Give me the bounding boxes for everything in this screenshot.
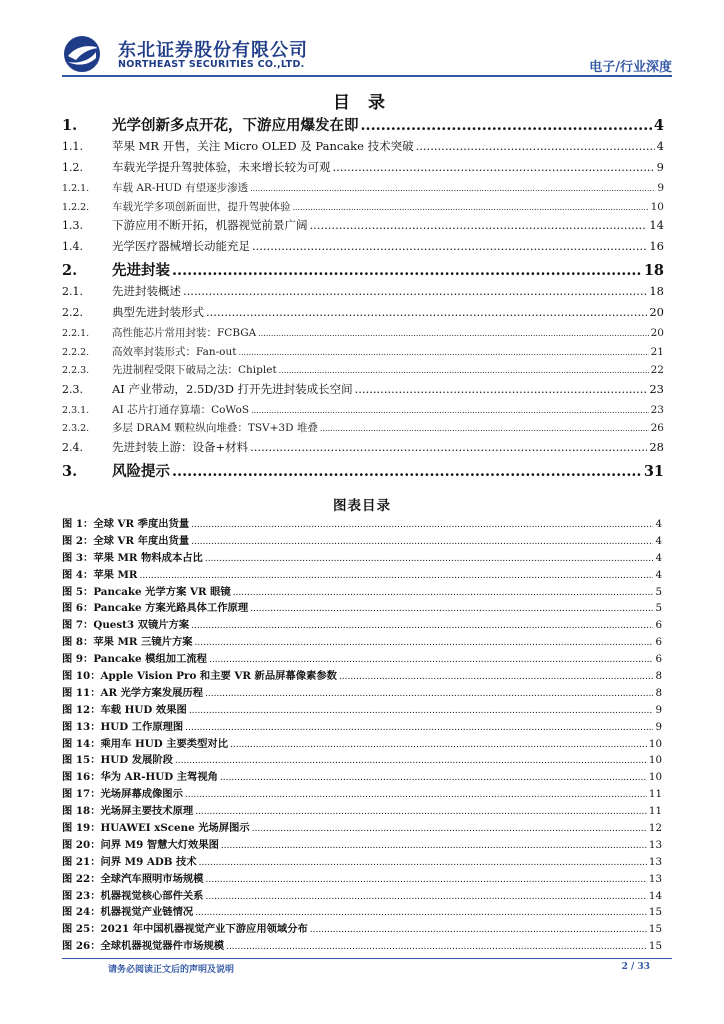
figure-entry-title: 图 3：苹果 MR 物料成本占比: [62, 551, 203, 564]
toc-entry[interactable]: [62, 344, 664, 363]
dot-leader: [226, 942, 647, 952]
toc-entry-number: 1.2.1.: [62, 183, 90, 194]
toc-entry[interactable]: [62, 460, 664, 484]
dot-leader: [333, 160, 655, 174]
figure-entry-page: 13: [648, 838, 662, 851]
figure-entry-title: 图 18：光场屏主要技术原理: [62, 805, 194, 818]
figure-entry[interactable]: [62, 785, 662, 802]
figure-entry[interactable]: [62, 887, 662, 904]
figure-entry[interactable]: [62, 802, 662, 819]
dot-leader: [355, 382, 648, 396]
figure-entry-title: 图 15：HUD 发展阶段: [62, 754, 173, 767]
figure-entry-page: 10: [648, 737, 662, 750]
dot-leader: [250, 184, 655, 193]
figure-entry[interactable]: [62, 616, 662, 633]
toc-entry-page: 23: [649, 381, 664, 396]
dot-leader: [250, 440, 647, 454]
toc-entry-title: 多层 DRAM 颗粒纵向堆叠：TSV+3D 堆叠: [112, 422, 318, 434]
figure-entry[interactable]: [62, 599, 662, 616]
figure-entry-page: 15: [648, 923, 662, 936]
toc-entry[interactable]: [62, 420, 664, 439]
footer-disclaimer: 请务必阅读正文后的声明及说明: [108, 965, 235, 975]
figure-entry-title: 图 1：全球 VR 季度出货量: [62, 518, 190, 530]
dot-leader: [206, 305, 647, 319]
dot-leader: [293, 203, 649, 212]
figure-entry[interactable]: [62, 718, 662, 735]
dot-leader: [205, 554, 654, 564]
dot-leader: [310, 925, 647, 935]
figure-entry-page: 4: [655, 534, 662, 547]
toc-entry[interactable]: [62, 304, 664, 325]
dot-leader: [172, 463, 642, 480]
toc-entry-number: 2.3.1.: [62, 404, 90, 416]
header-divider: [62, 75, 672, 77]
toc-entry-page: 28: [649, 439, 664, 454]
toc-entry-page: 23: [650, 403, 664, 416]
figure-entry-page: 13: [648, 872, 662, 885]
figure-entry-title: 图 16：华为 AR-HUD 主驾视角: [62, 771, 218, 784]
toc-entry-number: 1.: [62, 117, 78, 134]
dot-leader: [195, 638, 654, 648]
figure-entry-title: 图 4：苹果 MR: [62, 568, 138, 581]
dot-leader: [195, 908, 647, 918]
toc-entry-number: 2.: [62, 262, 78, 279]
toc-entry-page: 4: [653, 117, 664, 134]
figure-entry-title: 图 8：苹果 MR 三镜片方案: [62, 636, 193, 649]
toc-entry[interactable]: [62, 362, 664, 381]
dot-leader: [209, 655, 653, 665]
dot-leader: [252, 239, 647, 253]
figure-entry[interactable]: [62, 633, 662, 650]
figure-entry-page: 9: [655, 703, 662, 716]
dot-leader: [175, 756, 647, 766]
toc-entry-title: 先进封装上游：设备+材料: [112, 439, 249, 454]
figure-entry-page: 15: [648, 940, 662, 953]
dot-leader: [339, 672, 654, 682]
dot-leader: [205, 875, 646, 885]
figure-entry-page: 13: [648, 855, 662, 868]
figure-entry[interactable]: [62, 532, 662, 549]
toc-entry[interactable]: [62, 159, 664, 180]
figure-entry[interactable]: [62, 870, 662, 887]
toc-entry-page: 16: [649, 239, 664, 253]
toc-entry-page: 26: [650, 422, 664, 434]
dot-leader: [238, 348, 648, 357]
dot-leader: [310, 218, 648, 232]
figure-entry-title: 图 13：HUD 工作原理图: [62, 720, 184, 733]
report-type-label: 电子/行业深度: [589, 60, 672, 75]
figure-entry[interactable]: [62, 566, 662, 583]
toc-entry[interactable]: [62, 138, 664, 159]
figure-entry-page: 8: [655, 686, 662, 699]
toc-entry-title: 车载光学提升驾驶体验，未来增长较为可观: [112, 160, 331, 174]
dot-leader: [416, 139, 655, 153]
figure-entry-page: 9: [655, 720, 662, 733]
figure-entry[interactable]: [62, 903, 662, 920]
figure-entry-page: 11: [648, 805, 662, 818]
figure-entry-title: 图 9：Pancake 模组加工流程: [62, 653, 207, 666]
toc-entry-title: 光学创新多点开花，下游应用爆发在即: [112, 117, 359, 134]
figure-entry-title: 图 6：Pancake 方案光路具体工作原理: [62, 602, 249, 615]
toc-entry-page: 20: [650, 327, 664, 339]
toc-entry[interactable]: [62, 114, 664, 138]
toc-entry-number: 2.1.: [62, 285, 83, 298]
toc-entry[interactable]: [62, 259, 664, 283]
dot-leader: [185, 723, 653, 733]
dot-leader: [320, 424, 649, 433]
toc-entry-title: 高性能芯片常用封装：FCBGA: [112, 327, 257, 339]
dot-leader: [252, 824, 647, 834]
figure-entry-page: 6: [655, 653, 662, 666]
figure-entry-page: 11: [648, 788, 662, 801]
figure-entry[interactable]: [62, 853, 662, 870]
page-header: [62, 34, 672, 84]
toc-entry-number: 2.2.3.: [62, 365, 90, 376]
toc-entry-title: AI 产业带动，2.5D/3D 打开先进封装成长空间: [112, 381, 353, 396]
dot-leader: [199, 858, 647, 868]
dot-leader: [195, 807, 647, 817]
toc-entry-title: 先进封装概述: [112, 284, 181, 298]
figure-entry[interactable]: [62, 836, 662, 853]
figure-entry-title: 图 14：乘用车 HUD 主要类型对比: [62, 737, 228, 750]
toc-entry-page: 18: [649, 284, 664, 298]
figure-entry-title: 图 22：全球汽车照明市场规模: [62, 872, 204, 885]
toc-entry-number: 2.2.1.: [62, 328, 90, 339]
figure-entry[interactable]: [62, 650, 662, 667]
figure-entry-title: 图 26：全球机器视觉器件市场规模: [62, 940, 225, 953]
toc-entry-number: 1.2.: [62, 161, 83, 174]
dot-leader: [191, 520, 653, 530]
list-of-figures: [62, 515, 662, 954]
toc-entry-page: 10: [650, 200, 664, 213]
figure-entry-title: 图 10：Apple Vision Pro 和主要 VR 新品屏幕像素参数: [62, 670, 337, 683]
toc-entry[interactable]: [62, 238, 664, 259]
footer-divider: [62, 958, 672, 959]
figure-entry[interactable]: [62, 667, 662, 684]
dot-leader: [191, 621, 653, 631]
toc-entry-title: 先进封装: [112, 262, 170, 279]
figure-entry-page: 6: [655, 619, 662, 632]
toc-entry-title: 下游应用不断开拓，机器视觉前景广阔: [112, 218, 308, 232]
figure-entry-title: 图 24：机器视觉产业链情况: [62, 906, 194, 919]
toc-entry-page: 9: [656, 160, 664, 174]
dot-leader: [251, 406, 649, 415]
toc-entry-title: 风险提示: [112, 462, 170, 480]
figure-entry[interactable]: [62, 549, 662, 566]
figure-entry-page: 8: [655, 670, 662, 683]
figure-entry-title: 图 25：2021 年中国机器视觉产业下游应用领域分布: [62, 923, 308, 936]
toc-entry[interactable]: [62, 180, 664, 199]
dot-leader: [183, 284, 647, 298]
figure-entry-page: 12: [648, 822, 662, 835]
toc-entry-number: 2.2.: [62, 306, 83, 319]
dot-leader: [221, 841, 647, 851]
table-of-contents: [62, 114, 664, 484]
company-name-cn: 东北证券股份有限公司: [118, 40, 308, 61]
toc-entry-page: 4: [656, 139, 664, 153]
toc-entry[interactable]: [62, 439, 664, 460]
figure-entry-page: 10: [648, 754, 662, 767]
figure-entry[interactable]: [62, 937, 662, 954]
toc-entry-title: 苹果 MR 开售，关注 Micro OLED 及 Pancake 技术突破: [112, 139, 414, 153]
dot-leader: [189, 706, 654, 716]
toc-entry[interactable]: [62, 402, 664, 421]
dot-leader: [205, 689, 653, 699]
toc-entry-number: 1.1.: [62, 140, 83, 153]
toc-entry-title: 车载光学多项创新面世，提升驾驶体验: [112, 200, 291, 213]
toc-entry-page: 14: [649, 218, 664, 232]
dot-leader: [250, 604, 653, 614]
dot-leader: [205, 892, 646, 902]
figure-entry-page: 5: [655, 585, 662, 598]
toc-entry-title: 先进制程受限下破局之法：Chiplet: [112, 364, 277, 376]
dot-leader: [185, 790, 647, 800]
figure-entry-page: 10: [648, 771, 662, 784]
toc-entry-title: 典型先进封装形式: [112, 305, 204, 319]
dot-leader: [361, 117, 652, 134]
figure-entry[interactable]: [62, 819, 662, 836]
figure-entry[interactable]: [62, 920, 662, 937]
page-number: 2 / 33: [621, 962, 650, 972]
toc-entry-page: 31: [643, 462, 664, 480]
figure-entry-page: 15: [648, 906, 662, 919]
toc-entry-page: 9: [657, 182, 664, 194]
toc-entry[interactable]: [62, 381, 664, 402]
toc-title: 目 录: [333, 93, 391, 113]
toc-entry[interactable]: [62, 325, 664, 344]
figure-entry[interactable]: [62, 684, 662, 701]
figure-entry[interactable]: [62, 735, 662, 752]
toc-entry-number: 1.4.: [62, 240, 83, 253]
dot-leader: [230, 740, 647, 750]
figure-entry-title: 图 5：Pancake 光学方案 VR 眼镜: [62, 585, 231, 598]
toc-entry-title: 光学医疗器械增长动能充足: [112, 239, 250, 253]
dot-leader: [172, 262, 642, 279]
figure-entry[interactable]: [62, 768, 662, 785]
company-name-en: NORTHEAST SECURITIES CO.,LTD.: [118, 59, 305, 70]
toc-entry-number: 2.3.: [62, 382, 83, 396]
toc-entry-title: AI 芯片打通存算墙：CoWoS: [112, 403, 250, 416]
toc-entry-number: 1.2.2.: [62, 201, 90, 213]
dot-leader: [139, 571, 653, 581]
toc-entry[interactable]: [62, 217, 664, 238]
toc-entry-number: 2.4.: [62, 440, 83, 454]
figure-entry-title: 图 7：Quest3 双镜片方案: [62, 619, 190, 632]
figure-entry-title: 图 20：问界 M9 智慧大灯效果图: [62, 838, 219, 851]
figure-entry[interactable]: [62, 701, 662, 718]
figure-entry-title: 图 21：问界 M9 ADB 技术: [62, 855, 197, 868]
figure-entry[interactable]: [62, 515, 662, 532]
figure-entry-page: 4: [655, 518, 662, 530]
figure-entry-title: 图 23：机器视觉核心部件关系: [62, 889, 204, 902]
dot-leader: [233, 588, 654, 598]
figure-entry[interactable]: [62, 583, 662, 600]
dot-leader: [191, 537, 653, 547]
toc-entry-number: 3.: [62, 462, 78, 480]
figure-entry-page: 14: [648, 889, 662, 902]
figures-title: 图表目录: [333, 498, 391, 514]
toc-entry-page: 20: [649, 305, 664, 319]
figure-entry-title: 图 2：全球 VR 年度出货量: [62, 534, 190, 547]
figure-entry-title: 图 12：车载 HUD 效果图: [62, 703, 187, 716]
figure-entry-page: 6: [655, 636, 662, 649]
figure-entry-title: 图 17：光场屏幕成像图示: [62, 788, 183, 801]
company-logo-icon: [62, 34, 114, 74]
dot-leader: [220, 773, 647, 783]
figure-entry-page: 5: [655, 602, 662, 615]
dot-leader: [279, 366, 649, 375]
toc-entry[interactable]: [62, 283, 664, 304]
toc-entry-number: 2.3.2.: [62, 423, 90, 434]
toc-entry-title: 高效率封装形式：Fan-out: [112, 345, 237, 358]
toc-entry-page: 21: [650, 345, 664, 358]
dot-leader: [258, 329, 648, 338]
figure-entry-page: 4: [655, 568, 662, 581]
toc-entry-page: 22: [650, 364, 664, 376]
figure-entry-title: 图 19：HUAWEI xScene 光场屏图示: [62, 822, 250, 835]
toc-entry-title: 车载 AR-HUD 有望逐步渗透: [112, 182, 249, 194]
toc-entry-page: 18: [643, 262, 664, 279]
toc-entry-number: 1.3.: [62, 219, 83, 232]
figure-entry-title: 图 11：AR 光学方案发展历程: [62, 686, 204, 699]
toc-entry[interactable]: [62, 199, 664, 218]
toc-entry-number: 2.2.2.: [62, 346, 90, 358]
figure-entry-page: 4: [655, 551, 662, 564]
figure-entry[interactable]: [62, 751, 662, 768]
